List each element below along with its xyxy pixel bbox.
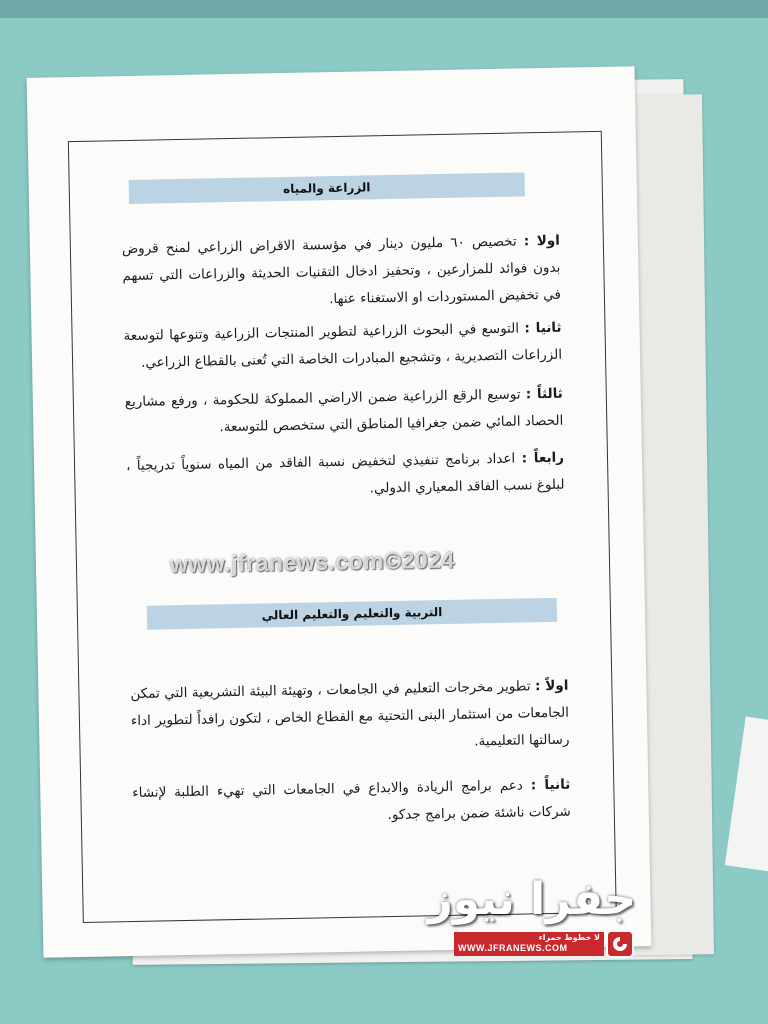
item-label: ثانيا : bbox=[524, 319, 562, 337]
agriculture-item-2 bbox=[123, 315, 562, 377]
item-text: دعم برامج الريادة والابداع في الجامعات التي تهيء الطلبة لإنشاء شركات ناشئة ضمن برامج جدكو. bbox=[132, 777, 571, 824]
logo-tagline: لا خطوط حمراء bbox=[538, 933, 600, 942]
item-label: ثالثاً : bbox=[525, 385, 563, 403]
item-label: رابعاً : bbox=[521, 449, 565, 467]
item-text: توسيع الرقع الزراعية ضمن الاراضي المملوكة للحكومة ، ورفع مشاريع الحصاد المائي ضمن جغرافيا المناطق التي ستخصص للتوسعة. bbox=[124, 386, 564, 436]
item-text: تطوير مخرجات التعليم في الجامعات ، وتهيئة البيئة التشريعية التي تمكن الجامعات من استثمار البنى التحتية مع القطاع الخاص ، لتكون رافداً لتطوير اداء رسالتها التعليمية. bbox=[130, 678, 570, 750]
logo-red-strip bbox=[454, 932, 604, 956]
logo-url: WWW.JFRANEWS.COM bbox=[458, 943, 568, 953]
agriculture-item-1 bbox=[122, 228, 561, 317]
section-heading-education-text: التربية والتعليم والتعليم العالي bbox=[261, 605, 443, 623]
logo-wordmark: جفرا نيوز bbox=[427, 874, 636, 925]
site-watermark: www.jfranews.com©2024 bbox=[169, 546, 456, 578]
education-item-2 bbox=[132, 772, 571, 834]
agriculture-items bbox=[122, 228, 565, 507]
education-item-1 bbox=[130, 673, 569, 762]
item-label: ثانياً : bbox=[530, 776, 571, 794]
document-page bbox=[27, 66, 652, 958]
jfra-news-logo bbox=[427, 872, 640, 962]
agriculture-item-4 bbox=[126, 445, 565, 507]
agriculture-item-3 bbox=[125, 381, 564, 443]
item-text: التوسع في البحوث الزراعية لتطوير المنتجات الزراعية وتنوعها لتوسعة الزراعات التصديرية ، وتشجيع المبادرات الخاصة التي تُعنى بالقطاع الزراعي. bbox=[123, 320, 563, 371]
item-label: اولاً : bbox=[534, 677, 569, 695]
section-heading-agriculture-text: الزراعة والمياه bbox=[282, 180, 371, 197]
item-text: اعداد برنامج تنفيذي لتخفيض نسبة الفاقد من المياه سنوياً تدريجياً ، لبلوغ نسب الفاقد المعياري الدولي. bbox=[125, 450, 565, 497]
item-label: اولا : bbox=[523, 232, 561, 250]
item-text: تخصيص ٦٠ مليون دينار في مؤسسة الاقراض الزراعي لمنح قروض بدون فوائد للمزارعين ، وتحفيز ادخال التقنيات الحديثة والزراعات التي تسهم في تخفيض المستوردات او الاستغناء عنها. bbox=[121, 233, 562, 308]
jfra-logo-mark-icon bbox=[606, 930, 634, 958]
education-items bbox=[130, 673, 571, 834]
